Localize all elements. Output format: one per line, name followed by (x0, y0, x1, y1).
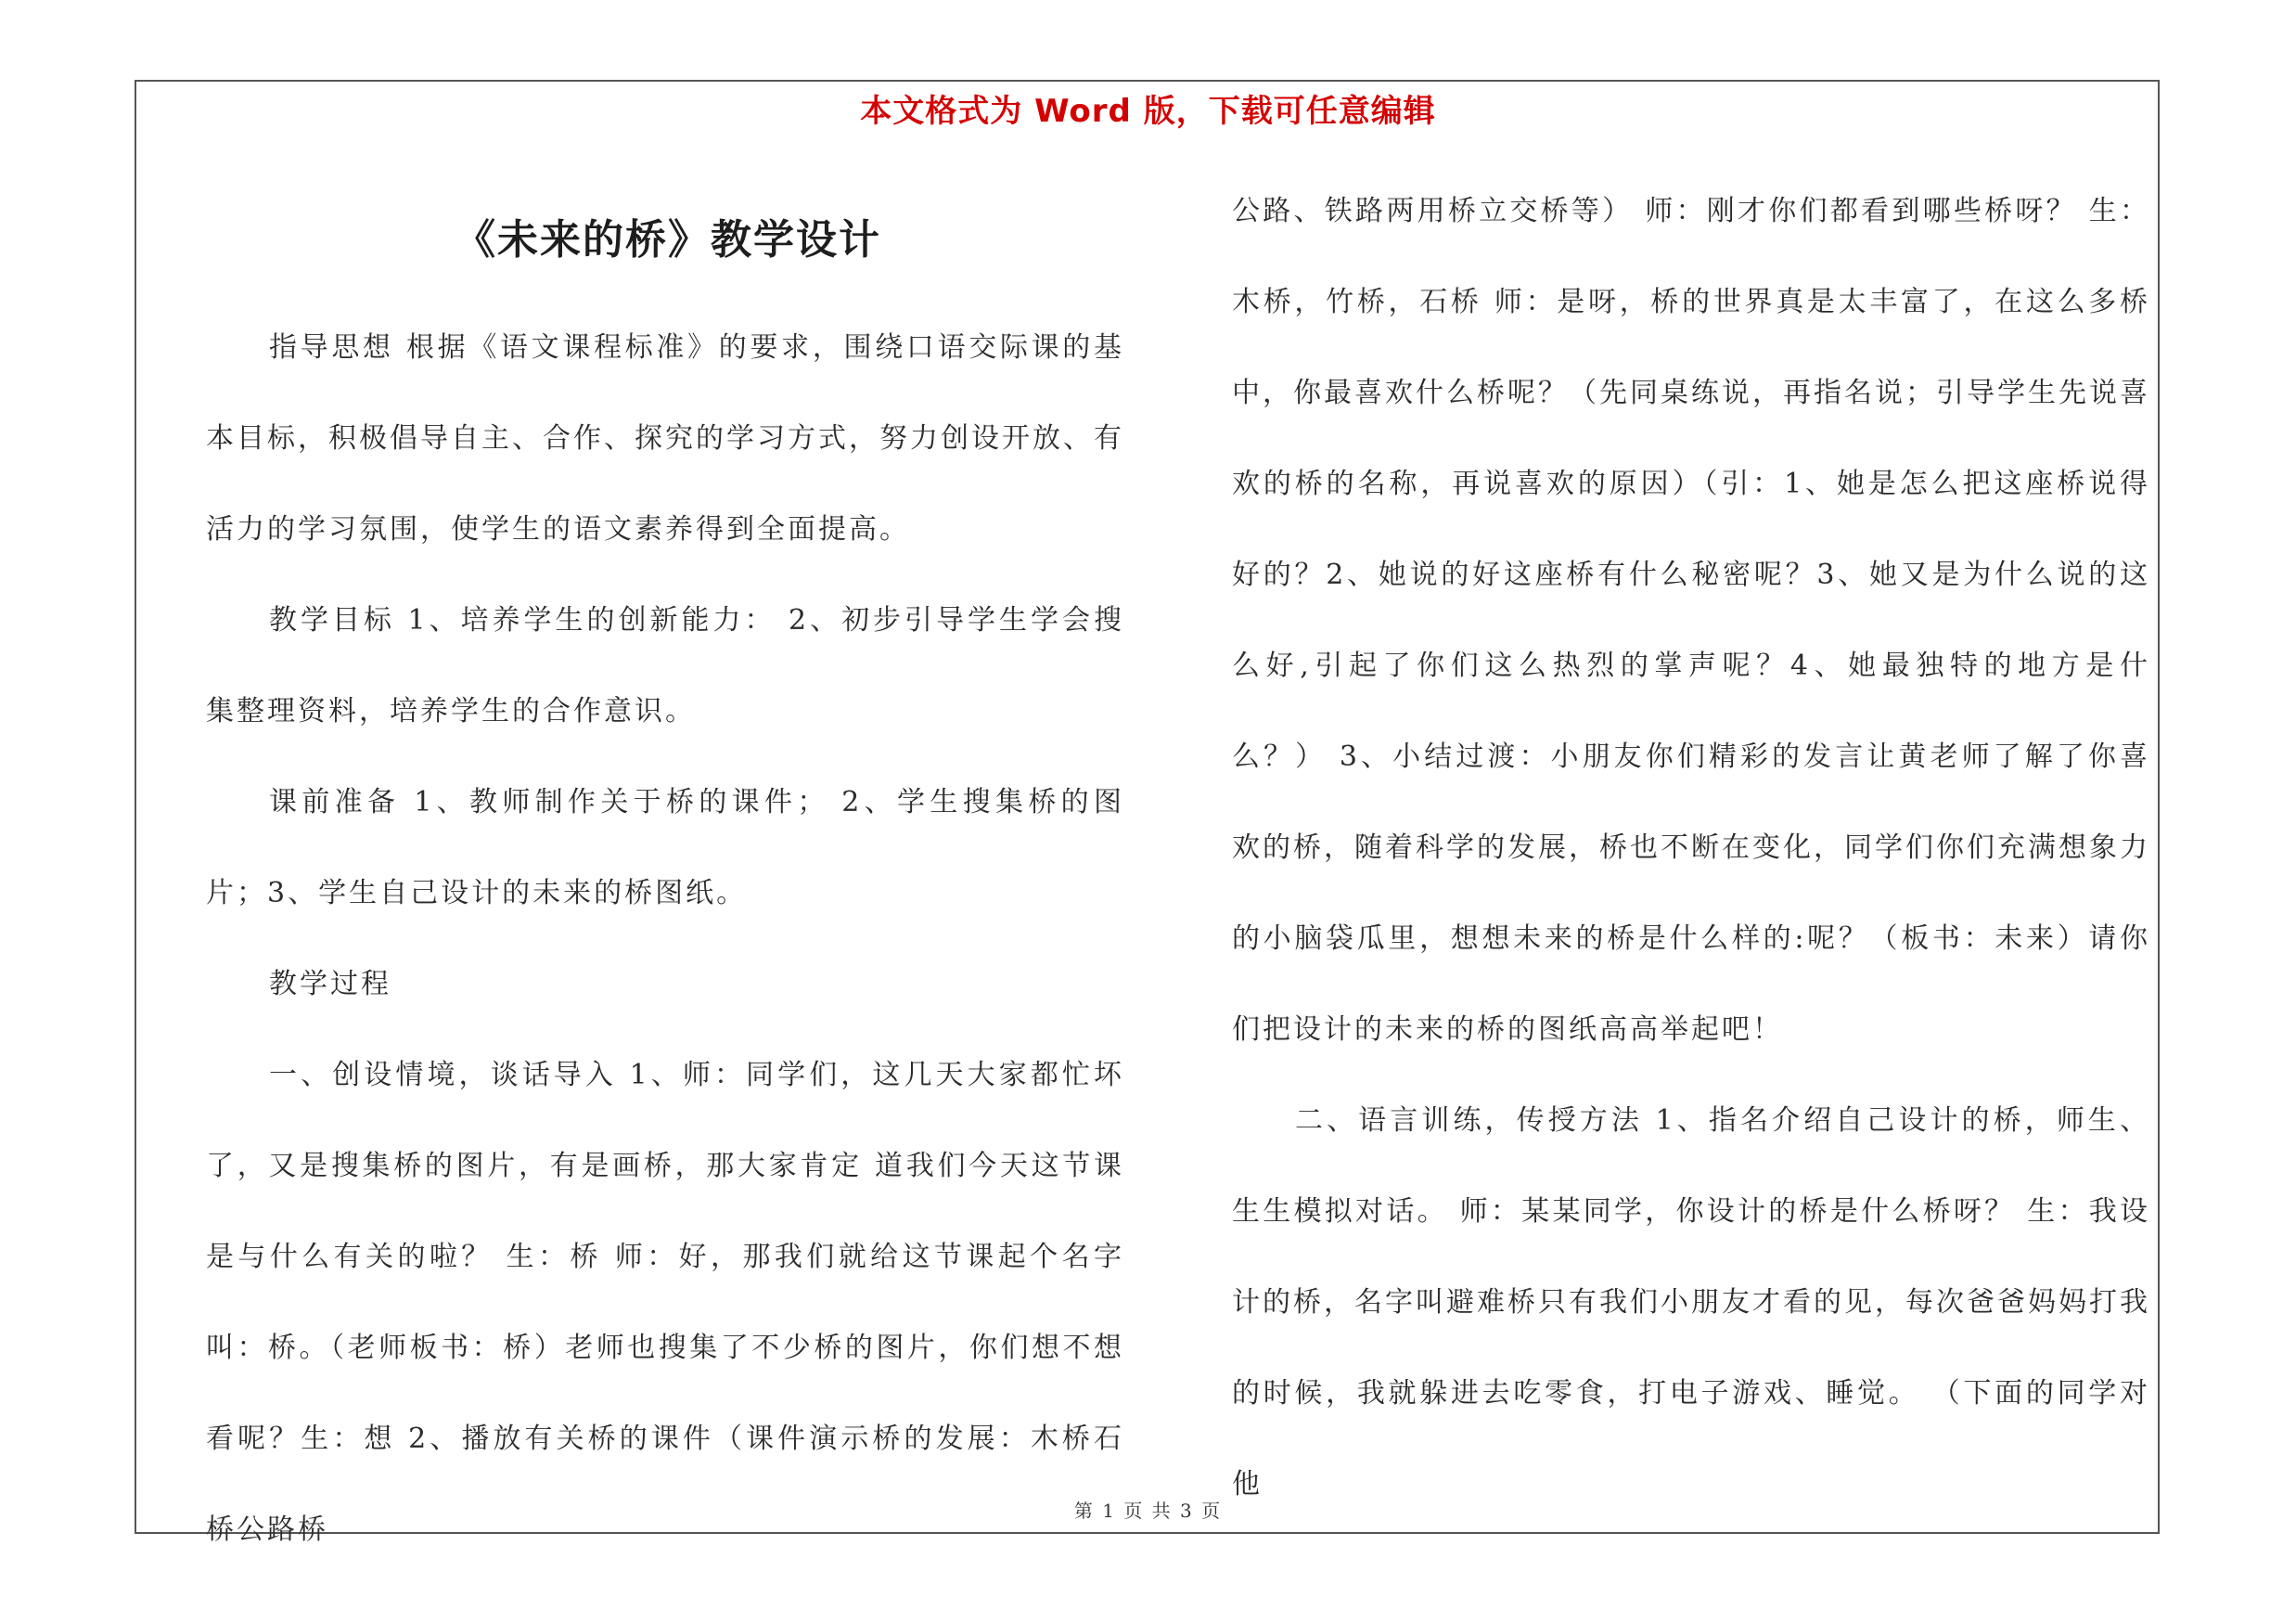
format-banner: 本文格式为 Word 版，下载可任意编辑 (860, 93, 1436, 130)
paragraph-step-two: 二、语言训练，传授方法 1、指名介绍自己设计的桥，师生、生生模拟对话。 师：某某同学，你设计的桥是什么桥呀？ 生：我设计的桥，名字叫避难桥只有我们小朋友才看的见，每次爸爸妈妈打我的时候，我就躲进去吃零食，打电子游戏、睡觉。 （下面的同学对他 (1232, 1104, 2150, 1501)
section-heading-process: 教学过程 (269, 968, 391, 1000)
paragraph-preparation: 课前准备 1、教师制作关于桥的课件； 2、学生搜集桥的图片；3、学生自己设计的未来的桥图纸。 (206, 786, 1124, 909)
paragraph-step-one: 一、创设情境，谈话导入 1、师：同学们，这几天大家都忙坏了，又是搜集桥的图片，有是画桥，那大家肯定 道我们今天这节课是与什么有关的啦？ 生：桥 师：好，那我们就给这节课起个名字叫：桥。（老师板书：桥）老师也搜集了不少桥的图片，你们想不想看呢？生：想 2、播放有关桥的课件（课件演示桥的发展：木桥石桥公路桥 (206, 1059, 1124, 1546)
document-title: 《未来的桥》教学设计 (455, 216, 881, 264)
paragraph-continuation: 公路、铁路两用桥立交桥等） 师：刚才你们都看到哪些桥呀？ 生：木桥，竹桥，石桥 师：是呀，桥的世界真是太丰富了，在这么多桥中，你最喜欢什么桥呢？（先同桌练说，再指名说；引导学生先说喜欢的桥的名称，再说喜欢的原因）（引：1、她是怎么把这座桥说得好的？2、她说的好这座桥有什么秘密呢？3、她又是为什么说的这么好,引起了你们这么热烈的掌声呢？4、她最独特的地方是什么？） 3、小结过渡：小朋友你们精彩的发言让黄老师了解了你喜欢的桥，随着科学的发展，桥也不断在变化，同学们你们充满想象力的小脑袋瓜里，想想未来的桥是什么样的:呢？（板书：未来）请你们把设计的未来的桥的图纸高高举起吧！ (1232, 195, 2150, 1046)
paragraph-teaching-goals: 教学目标 1、培养学生的创新能力： 2、初步引导学生学会搜集整理资料，培养学生的合作意识。 (206, 604, 1124, 728)
right-column (1232, 166, 2150, 1530)
paragraph-guiding-idea: 指导思想 根据《语文课程标准》的要求，围绕口语交际课的基本目标，积极倡导自主、合作、探究的学习方式，努力创设开放、有活力的学习氛围，使学生的语文素养得到全面提高。 (206, 331, 1124, 546)
page-number-footer: 第 1 页 共 3 页 (1073, 1500, 1223, 1522)
left-column (206, 303, 1124, 1576)
